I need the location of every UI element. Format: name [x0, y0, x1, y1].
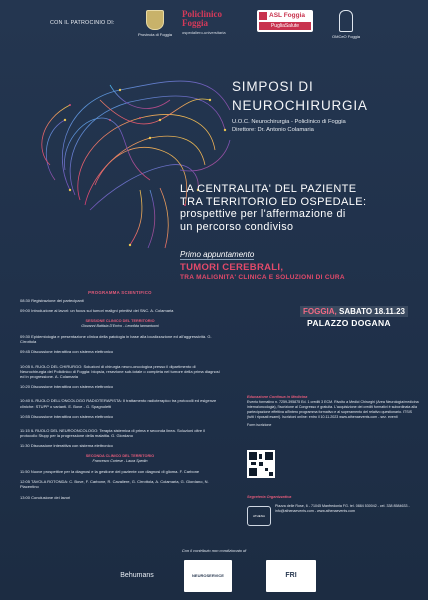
- programme-row: 11:50 Nuove prospettive per la diagnosi e la gestione del paziente con diagnosi di glioma. F. Carbone: [20, 469, 200, 475]
- programme-row: 10:40 IL RUOLO DELL'ONCOLOGO RADIOTERAPISTA: Il trattamento radioterapico tra protocolli ed esigenze cliniche: STUPP o varianti. E. Bove - G. Spagnoletti: [20, 398, 217, 409]
- programme: [20, 288, 220, 505]
- neurochirurgia-title: NEUROCHIRURGIA: [232, 98, 368, 113]
- event-venue: PALAZZO DOGANA: [307, 318, 391, 328]
- programme-row: 12:05 TAVOLA ROTONDA: C. Bove, F. Carbone, R. Cavaliere, G. Cirrottola, A. Colamaria, G. Giordano, N. Piacentino: [20, 479, 209, 490]
- sponsor-behumans: Behumans: [120, 572, 154, 579]
- programme-row: 10:55 Discussione interattiva con sistema elettronico: [20, 413, 114, 419]
- headline: LA CENTRALITA' DEL PAZIENTE TRA TERRITORIO ED OSPEDALE: prospettive per l'affermazione di un percorso condiviso: [180, 183, 367, 233]
- tumori-title: TUMORI CEREBRALI,: [180, 262, 284, 273]
- programme-row: 08:30 Registrazione dei partecipanti: [20, 298, 84, 304]
- tumori-subtitle: TRA MALIGNITA' CLINICA E SOLUZIONI DI CURA: [180, 274, 345, 281]
- programme-row: 09:45 Discussione interattiva con sistema elettronico: [20, 349, 114, 355]
- qr-code-icon[interactable]: [247, 450, 275, 478]
- session-title: SECONDA CLINICO DEL TERRITORIO: [85, 453, 155, 458]
- provincia-logo: Provincia di Foggia: [138, 10, 172, 37]
- contributors-label: Con il contributo non condizionato di: [181, 548, 247, 553]
- session-title: SESSIONE CLINICO DEL TERRITORIO: [85, 318, 155, 323]
- programme-row: 09:00 Introduzione ai lavori: un focus sui tumori maligni primitivi del SNC. A. Colamaria: [20, 308, 174, 314]
- programme-row: 09:30 Epidemiologia e presentazione clinica della patologia in base alla localizzazione ed all'aggressività. G. Cirrottola: [20, 334, 212, 345]
- programme-row: 11:30 Discussione interattiva con sistema elettronico: [20, 443, 113, 449]
- asl-logo: ASL Foggia PugliaSalute: [257, 10, 313, 32]
- programme-row: 11:15 IL RUOLO DEL NEUROONCOLOGO: Terapia sistemica di prima e seconda linea. Soluzioni oltre il protocollo Stupp per la progressione della malattia. G. Giordano: [20, 428, 205, 439]
- organizer-contacts: Piazza delle Rose, 6 - 71045 Manfredonia FG. tel. 0884 530042 - cel. 338 8584633 - info@athenaevents.com - www.athenaevents.com: [275, 504, 410, 513]
- caduceus-icon: [339, 10, 353, 32]
- programme-row: 10:05 IL RUOLO DEL CHIRURGO: Soluzioni di chirurgia neuro-oncologica presso il dipartimento di Neurochirurgia del Policlinico di Foggia: biopsia, resezione sub-totale o completa nel tumore della prima diagnosi ed in progressione. A. Colamaria: [20, 363, 220, 380]
- crest-icon: [146, 10, 164, 30]
- omceo-logo: OMCeO Foggia: [332, 10, 360, 39]
- athena-logo: ATHENA: [247, 506, 271, 526]
- uoc-block: U.O.C. Neurochirurgia - Policlinico di Foggia Direttore: Dr. Antonio Colamaria: [232, 119, 346, 133]
- sponsors: [0, 558, 428, 594]
- policlinico-logo: Policlinico Foggia ospedaliero-universitaria: [182, 9, 226, 35]
- patronage-label: CON IL PATROCINIO DI:: [50, 20, 115, 26]
- event-date: FOGGIA, SABATO 18.11.23: [300, 306, 408, 317]
- session-chairs: Francesco Cortese - Laura Spedin: [92, 458, 148, 463]
- session-chairs: Giovanni Battista D'Errico - Leonilda Iannantuoni: [81, 323, 159, 328]
- programme-row: 10:20 Discussione interattiva con sistema elettronico: [20, 384, 114, 390]
- organizer-label: Segreteria Organizzativa: [247, 495, 292, 499]
- sponsor-fri: FRI: [266, 560, 316, 592]
- programme-row: 13:00 Conclusione dei lavori: [20, 494, 71, 500]
- sponsor-neuroservice: NEUROSERVICE: [184, 560, 232, 592]
- primo-appuntamento: Primo appuntamento: [180, 250, 255, 259]
- asl-mark-icon: [259, 12, 267, 20]
- ecm-info: Educazione Continua in Medicina Evento formativo n. 7259-395875 Ed. 1 crediti 3 ECM. Rivolto a Medici Chirurghi (Area Neurologia/medicina interna/oncologia), l'iscrizione al Congresso è gratuita. L'acquisizione dei crediti formativi è subordinata alla partecipazione effettiva all'intero programma formativo e al superamento del relativo questionario. ITSIS (tutti i riposati esami). Iscrizioni online: entro il 10.11.2023 www.athenaevents.com - sez. eventi Form iscrizione: [247, 395, 419, 427]
- programme-title: PROGRAMMA SCIENTIFICO: [88, 290, 152, 295]
- simposi-title: SIMPOSI DI: [232, 79, 314, 94]
